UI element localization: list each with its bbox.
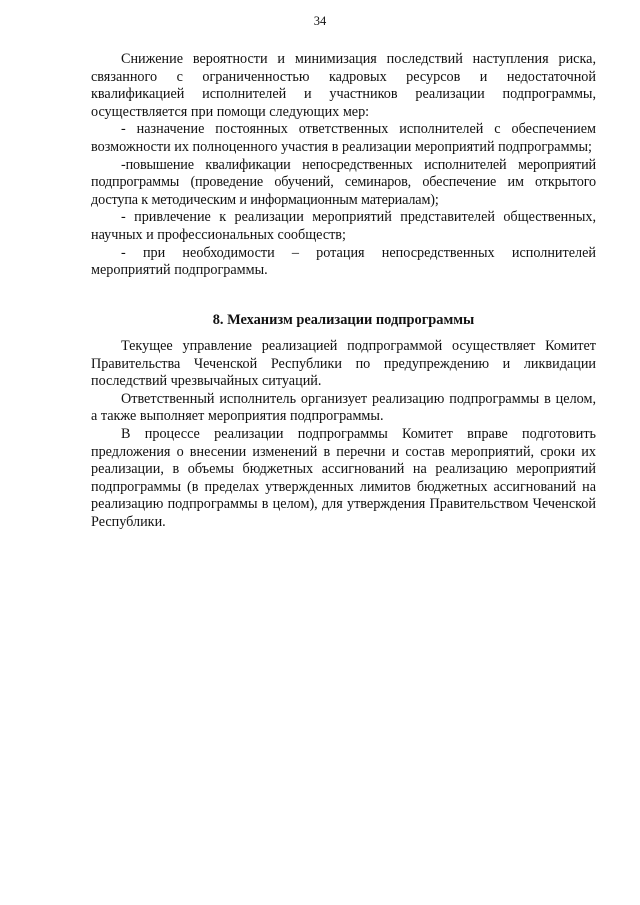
body-paragraph: Ответственный исполнитель организует реализацию подпрограммы в целом, а также выполняет мероприятия подпрограммы. <box>91 390 596 425</box>
risk-measure-item: - привлечение к реализации мероприятий представителей общественных, научных и профессиональных сообществ; <box>91 209 596 243</box>
body-paragraph: В процессе реализации подпрограммы Комитет вправе подготовить предложения о внесении изменений в перечни и состав мероприятий, сроки их реализации, в объемы бюджетных ассигнований на реализацию мероприятий подпрограммы (в пределах утвержденных лимитов бюджетных ассигнований на реализацию подпрограммы в целом), для утверждения Правительством Чеченской Республики. <box>91 425 596 530</box>
risk-intro-paragraph: Снижение вероятности и минимизация последствий наступления риска, связанного с ограниченностью кадровых ресурсов и недостаточной квалификацией исполнителей и участников реализации подпрограммы, осуществляется при помощи следующих мер: <box>91 51 596 120</box>
implementation-mechanism-section <box>91 338 596 532</box>
risk-measures-section <box>91 51 596 280</box>
risk-measure-item: -повышение квалификации непосредственных исполнителей мероприятий подпрограммы (проведение обучений, семинаров, обеспечение им открытого доступа к методическим и информационным материалам); <box>91 156 596 208</box>
risk-measure-item: - назначение постоянных ответственных исполнителей с обеспечением возможности их полноценного участия в реализации мероприятий подпрограммы; <box>91 121 596 155</box>
page-number: 34 <box>313 14 327 28</box>
body-paragraph: Текущее управление реализацией подпрограммой осуществляет Комитет Правительства Чеченской Республики по предупреждению и ликвидации последствий чрезвычайных ситуаций. <box>91 338 596 390</box>
risk-measure-item: - при необходимости – ротация непосредственных исполнителей мероприятий подпрограммы. <box>91 244 596 279</box>
section-heading: 8. Механизм реализации подпрограммы <box>212 312 475 328</box>
